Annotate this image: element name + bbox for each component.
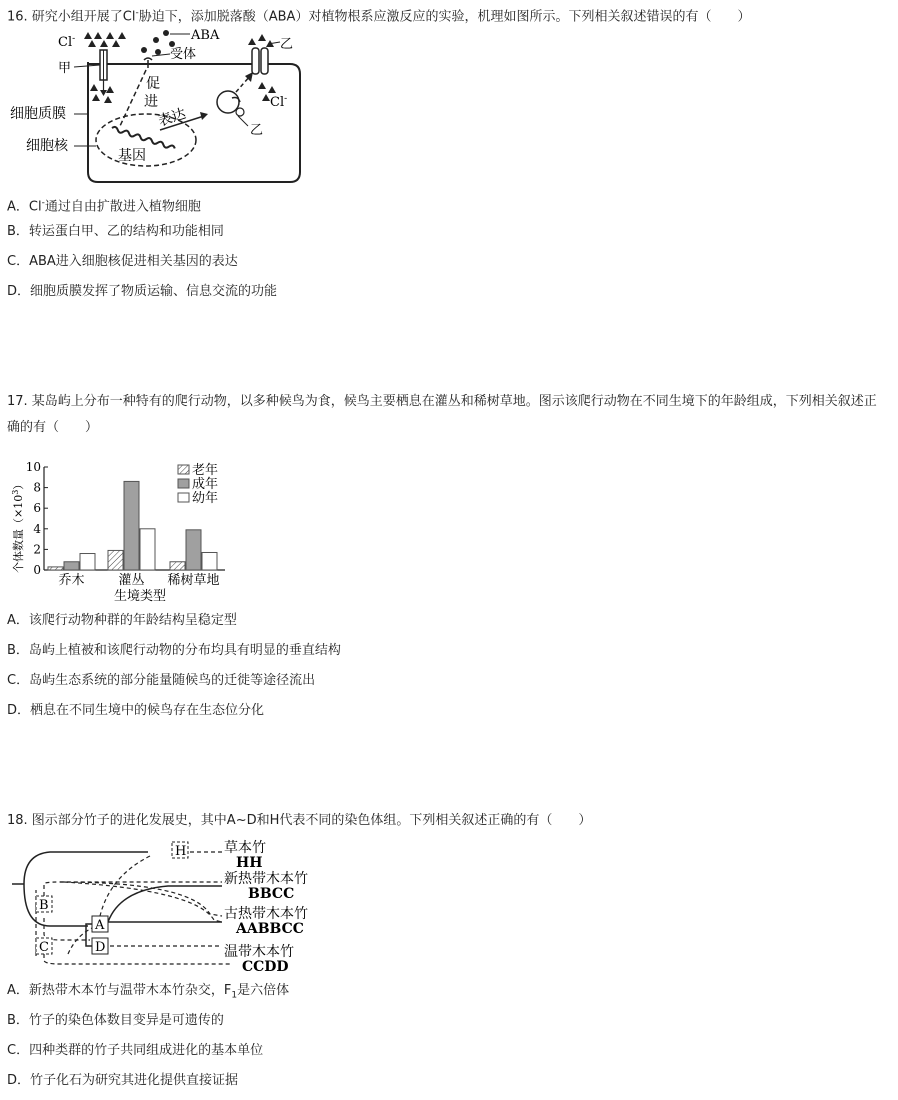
age-structure-bar-chart [0,455,260,605]
q18-option-b[interactable]: B．竹子的染色体数目变异是可遗传的 [7,1013,224,1028]
branch-h [24,852,148,884]
legend-label-老年: 老年 [192,463,219,478]
svg-text:温带木本竹: 温带木本竹 [224,944,294,960]
ribosome [217,91,239,113]
question-16-stem: 16. 研究小组开展了Cl-胁迫下，添加脱落酸（ABA）对植物根系应激反应的实验，机理如图所示。下列相关叙述错误的有（ ） [7,8,751,25]
q18-option-d[interactable]: D．竹子化石为研究其进化提供直接证据 [7,1073,239,1088]
gene-dna [111,126,175,150]
legend-swatch-幼年 [178,493,189,502]
svg-text:C: C [39,940,49,955]
svg-text:草本竹: 草本竹 [224,840,266,856]
svg-text:古热带木本竹: 古热带木本竹 [224,906,308,922]
branch-b-to-new-tropical [44,882,222,896]
y-axis-label: 个体数量$(\times 10^3)$ [11,478,25,573]
question-18-stem: 18. 图示部分竹子的进化发展史，其中A~D和H代表不同的染色体组。下列相关叙述正确的有（ ） [7,813,592,828]
svg-text:A: A [95,918,105,933]
cell-mechanism-diagram [0,26,320,191]
legend-swatch-老年 [178,465,189,474]
q18-option-a[interactable]: A．新热带木本竹与温带木本竹杂交，$F_1$是六倍体 [7,983,290,1001]
svg-text:H: H [175,844,187,859]
cl-ions-inside-left [90,84,114,103]
bar-老年-乔木 [48,567,63,570]
bar-幼年-乔木 [80,554,95,570]
y-tick-label: 4 [33,521,41,536]
legend-swatch-成年 [178,479,189,488]
cl-ions-outside-left [84,32,126,47]
x-tick-label: 灌丛 [118,573,145,588]
promote-arrow [120,70,146,126]
q17-option-a[interactable]: A．该爬行动物种群的年龄结构呈稳定型 [7,613,237,628]
q16-option-a[interactable]: A．Cl-通过自由扩散进入植物细胞 [7,198,201,215]
svg-text:D: D [95,940,106,955]
legend-label-成年: 成年 [192,477,219,492]
svg-text:细胞核: 细胞核 [26,138,68,154]
svg-text:基因: 基因 [118,148,146,164]
branch-c-to-temperate [44,940,230,964]
y-tick-label: 2 [33,542,41,557]
svg-text:进: 进 [144,94,158,110]
q16-option-b[interactable]: B．转运蛋白甲、乙的结构和功能相同 [7,224,224,239]
svg-text:HH: HH [236,855,263,871]
bamboo-evolution-diagram [0,836,340,980]
x-axis-label: 生境类型 [113,589,167,604]
question-17 [7,389,887,441]
question-17-stem: 17. 某岛屿上分布一种特有的爬行动物，以多种候鸟为食，候鸟主要栖息在灌丛和稀树草地。图示该爬行动物在不同生境下的年龄组成，下列相关叙述正确的有（ ） [7,394,877,435]
bar-成年-乔木 [64,562,79,570]
bar-成年-灌丛 [124,481,139,570]
cell-membrane-outline [88,62,300,182]
transporter-yi [252,48,259,74]
svg-text:BBCC: BBCC [248,886,295,902]
q17-option-c[interactable]: C．岛屿生态系统的部分能量随候鸟的迁徙等途径流出 [7,673,316,688]
svg-text:乙: 乙 [280,37,294,52]
svg-text:AABBCC: AABBCC [236,921,304,937]
branch-solid-lower [24,884,88,926]
svg-text:促: 促 [146,76,160,92]
svg-text:乙: 乙 [250,123,264,138]
cl-label-left: Cl- [58,34,76,50]
q18-option-c[interactable]: C．四种类群的竹子共同组成进化的基本单位 [7,1043,264,1058]
y-tick-label: 0 [33,563,41,577]
y-tick-label: 6 [33,501,41,516]
svg-text:表达: 表达 [156,105,188,130]
bar-老年-灌丛 [108,550,123,570]
bar-幼年-灌丛 [140,529,155,570]
svg-text:CCDD: CCDD [242,959,289,975]
x-tick-label: 乔木 [58,573,85,588]
y-tick-label: 8 [33,480,41,495]
bar-幼年-稀树草地 [202,552,217,570]
bar-成年-稀树草地 [186,530,201,570]
y-tick-label: 10 [25,460,41,474]
svg-text:新热带木本竹: 新热带木本竹 [224,871,308,887]
svg-text:ABA: ABA [191,28,220,43]
q17-option-d[interactable]: D．栖息在不同生境中的候鸟存在生态位分化 [7,703,265,718]
q16-option-c[interactable]: C．ABA进入细胞核促进相关基因的表达 [7,254,238,269]
q17-option-b[interactable]: B．岛屿上植被和该爬行动物的分布均具有明显的垂直结构 [7,643,341,658]
bar-老年-稀树草地 [170,562,185,570]
svg-text:受体: 受体 [170,47,197,62]
question-18 [7,808,887,834]
legend-label-幼年: 幼年 [192,491,219,506]
cl-label-right: Cl- [270,94,288,110]
q16-option-d[interactable]: D．细胞质膜发挥了物质运输、信息交流的功能 [7,284,278,299]
svg-text:细胞质膜: 细胞质膜 [10,106,66,122]
svg-text:甲: 甲 [58,61,72,76]
svg-text:B: B [39,898,49,913]
x-tick-label: 稀树草地 [167,573,220,588]
